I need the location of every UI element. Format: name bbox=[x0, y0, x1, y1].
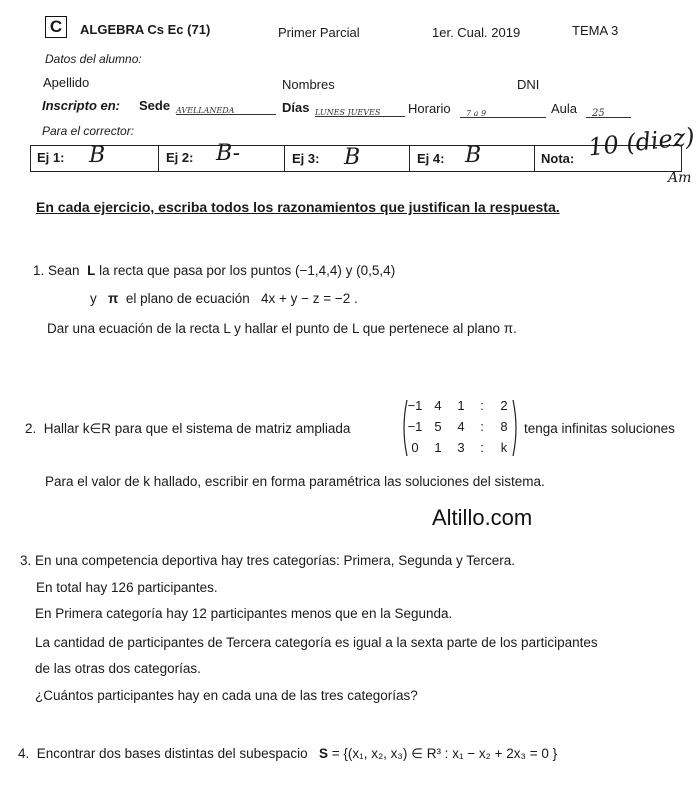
q3-line-3: En Primera categoría hay 12 participantes menos que en la Segunda. bbox=[35, 606, 453, 621]
ej3-label: Ej 3: bbox=[292, 151, 320, 166]
horario-label: Horario bbox=[408, 101, 451, 116]
ej4-label: Ej 4: bbox=[417, 151, 445, 166]
matrix-cell: −1 bbox=[407, 419, 423, 434]
q2-task: Para el valor de k hallado, escribir en forma paramétrica las soluciones del sistema. bbox=[45, 474, 545, 489]
matrix-cell: 1 bbox=[434, 440, 442, 455]
matrix-cell: 2 bbox=[500, 398, 508, 413]
q3-line-2: En total hay 126 participantes. bbox=[36, 580, 218, 595]
sede-value: AVELLANEDA bbox=[176, 106, 235, 115]
q1-line-2 bbox=[90, 291, 358, 306]
q1-point-1: (−1,4,4) bbox=[294, 263, 342, 278]
q1-text-c: el plano de ecuación bbox=[125, 291, 250, 306]
tema-letter-box: C bbox=[45, 16, 67, 38]
grade-box bbox=[30, 141, 682, 172]
sede-label: Sede bbox=[139, 98, 171, 113]
q1-point-2: (0,5,4) bbox=[356, 263, 396, 278]
aula-value: 25 bbox=[592, 108, 605, 119]
q1-plane-symbol: π bbox=[108, 291, 119, 306]
nota-label: Nota: bbox=[541, 151, 575, 166]
nombres-label: Nombres bbox=[282, 77, 335, 92]
student-section-title: Datos del alumno: bbox=[45, 52, 142, 66]
q2-line-1a bbox=[25, 421, 350, 437]
matrix-cell: 0 bbox=[411, 440, 419, 455]
matrix-cell: −1 bbox=[407, 398, 423, 413]
ej3-cell bbox=[284, 146, 410, 171]
ej1-cell bbox=[31, 143, 159, 171]
sede-field bbox=[176, 100, 276, 115]
q4-number: 4. bbox=[18, 746, 30, 761]
q4-line bbox=[18, 746, 557, 762]
dni-label: DNI bbox=[517, 77, 540, 92]
q3-line-1 bbox=[20, 553, 515, 568]
q3-text: En una competencia deportiva hay tres categorías: Primera, Segunda y Tercera. bbox=[35, 553, 516, 568]
nota-overflow-mark: Am bbox=[668, 170, 692, 186]
q4-subspace-definition: = {(x₁, x₂, x₃) ∈ R³ : x₁ − x₂ + 2x₃ = 0 } bbox=[331, 746, 558, 761]
corrector-title: Para el corrector: bbox=[42, 124, 135, 138]
course-title: ALGEBRA Cs Ec (71) bbox=[80, 22, 211, 37]
q1-line-1 bbox=[33, 263, 395, 278]
horario-value: 7 a 9 bbox=[466, 109, 487, 118]
matrix-cell: 4 bbox=[457, 419, 465, 434]
q2-number: 2. bbox=[25, 421, 37, 436]
matrix-cell: k bbox=[500, 440, 508, 455]
watermark: Altillo.com bbox=[432, 505, 533, 530]
q3-line-5: de las otras dos categorías. bbox=[35, 661, 201, 676]
ej2-label: Ej 2: bbox=[166, 150, 194, 165]
ej1-label: Ej 1: bbox=[37, 150, 65, 165]
exam-term: 1er. Cual. 2019 bbox=[432, 25, 521, 40]
matrix-separator: : bbox=[480, 440, 484, 455]
matrix-cell: 3 bbox=[457, 440, 465, 455]
q4-subspace-symbol: S bbox=[318, 746, 328, 761]
q3-number: 3. bbox=[20, 553, 32, 568]
q1-line-symbol: L bbox=[87, 263, 96, 278]
ej3-grade: B bbox=[344, 145, 361, 170]
q4-text: Encontrar dos bases distintas del subespacio bbox=[36, 746, 308, 761]
ej2-grade: B- bbox=[216, 141, 241, 166]
instruction: En cada ejercicio, escriba todos los razonamientos que justifican la respuesta. bbox=[36, 199, 560, 215]
q2-text-b: tenga infinitas soluciones bbox=[524, 421, 675, 436]
q1-connector-2: y bbox=[90, 291, 97, 306]
q3-line-6: ¿Cuántos participantes hay en cada una de las tres categorías? bbox=[35, 688, 418, 703]
matrix-separator: : bbox=[480, 398, 484, 413]
ej1-grade: B bbox=[89, 143, 106, 168]
augmented-matrix bbox=[400, 398, 520, 458]
aula-label: Aula bbox=[551, 101, 578, 116]
matrix-separator: : bbox=[480, 419, 484, 434]
tema-number: TEMA 3 bbox=[572, 23, 619, 38]
inscripto-label: Inscripto en: bbox=[42, 98, 121, 113]
ej4-grade: B bbox=[465, 143, 482, 168]
q1-text-b: la recta que pasa por los puntos bbox=[99, 263, 292, 278]
q3-line-4: La cantidad de participantes de Tercera categoría es igual a la sexta parte de los participantes bbox=[35, 635, 598, 650]
horario-field bbox=[460, 103, 546, 118]
nota-value: 10 (diez) bbox=[586, 122, 696, 162]
apellido-label: Apellido bbox=[43, 75, 90, 90]
ej4-cell bbox=[409, 143, 535, 171]
dias-field bbox=[315, 102, 405, 117]
q1-task: Dar una ecuación de la recta L y hallar el punto de L que pertenece al plano π. bbox=[47, 321, 517, 336]
matrix-cell: 1 bbox=[457, 398, 465, 413]
matrix-cell: 8 bbox=[500, 419, 508, 434]
ej2-cell bbox=[158, 141, 285, 171]
q1-connector: y bbox=[345, 263, 353, 278]
dias-value: LUNES JUEVES bbox=[315, 108, 381, 117]
dias-label: Días bbox=[282, 100, 310, 115]
q1-plane-equation: 4x + y − z = −2 . bbox=[261, 291, 358, 306]
q2-text-a: Hallar k∈R para que el sistema de matriz ampliada bbox=[43, 421, 351, 436]
aula-field bbox=[586, 103, 631, 118]
q1-number: 1. bbox=[33, 263, 45, 278]
q1-text-a: Sean bbox=[48, 263, 80, 278]
exam-name: Primer Parcial bbox=[278, 25, 360, 40]
matrix-cell: 5 bbox=[434, 419, 442, 434]
matrix-cell: 4 bbox=[434, 398, 442, 413]
